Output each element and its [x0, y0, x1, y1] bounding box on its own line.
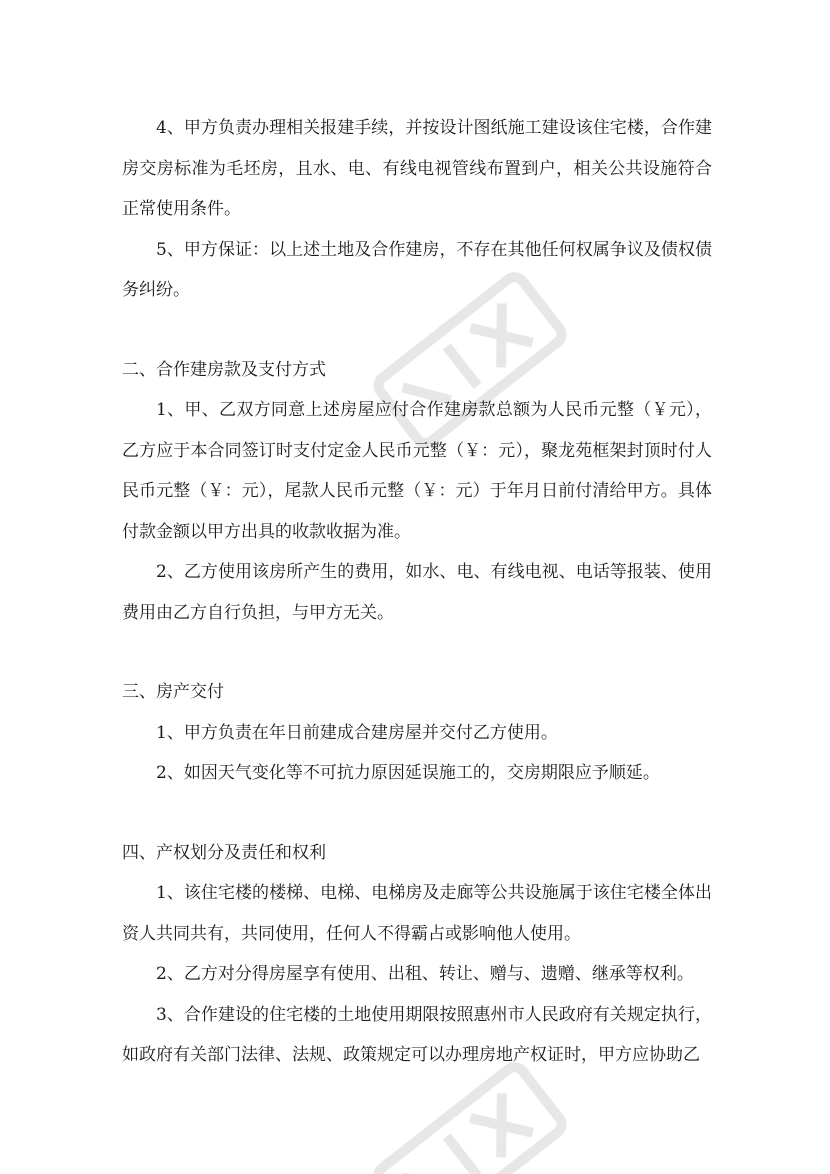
paragraph: 2、乙方对分得房屋享有使用、出租、转让、赠与、遗赠、继承等权利。 [156, 964, 694, 984]
section-heading: 三、房产交付 [122, 682, 224, 702]
section-heading: 四、产权划分及责任和权利 [122, 842, 326, 863]
paragraph: 1、甲方负责在年日前建成合建房屋并交付乙方使用。 [156, 722, 558, 743]
section-4 [122, 833, 712, 1076]
paragraph: 5、甲方保证：以上述土地及合作建房，不存在其他任何权属争议及债权债务纠纷。 [122, 239, 712, 300]
watermark-mark-bottom [374, 1063, 565, 1174]
contract-body [122, 108, 712, 1076]
paragraph: 2、乙方使用该房所产生的费用，如水、电、有线电视、电话等报装、使用费用由乙方自行负担，与甲方无关。 [122, 562, 712, 623]
paragraph: 1、甲、乙双方同意上述房屋应付合作建房款总额为人民币元整（￥元），乙方应于本合同签订时支付定金人民币元整（￥：元），聚龙苑框架封顶时付人民币元整（￥：元），尾款人民币元整（￥：元）于年月日前付清给甲方。具体付款金额以甲方出具的收款收据为准。 [122, 400, 712, 542]
section-heading: 二、合作建房款及支付方式 [122, 359, 326, 380]
paragraph: 1、该住宅楼的楼梯、电梯、电梯房及走廊等公共设施属于该住宅楼全体出资人共同共有，共同使用，任何人不得霸占或影响他人使用。 [122, 883, 712, 944]
paragraph: 3、合作建设的住宅楼的土地使用期限按照惠州市人民政府有关规定执行，如政府有关部门法律、法规、政策规定可以办理房地产权证时，甲方应协助乙 [122, 1004, 712, 1065]
paragraph: 2、如因天气变化等不可抗力原因延误施工的，交房期限应予顺延。 [156, 763, 660, 783]
section-1 [122, 108, 712, 311]
section-2 [122, 350, 712, 634]
paragraph: 4、甲方负责办理相关报建手续，并按设计图纸施工建设该住宅楼，合作建房交房标准为毛坯房，且水、电、有线电视管线布置到户，相关公共设施符合正常使用条件。 [122, 118, 712, 219]
section-3 [122, 672, 712, 794]
